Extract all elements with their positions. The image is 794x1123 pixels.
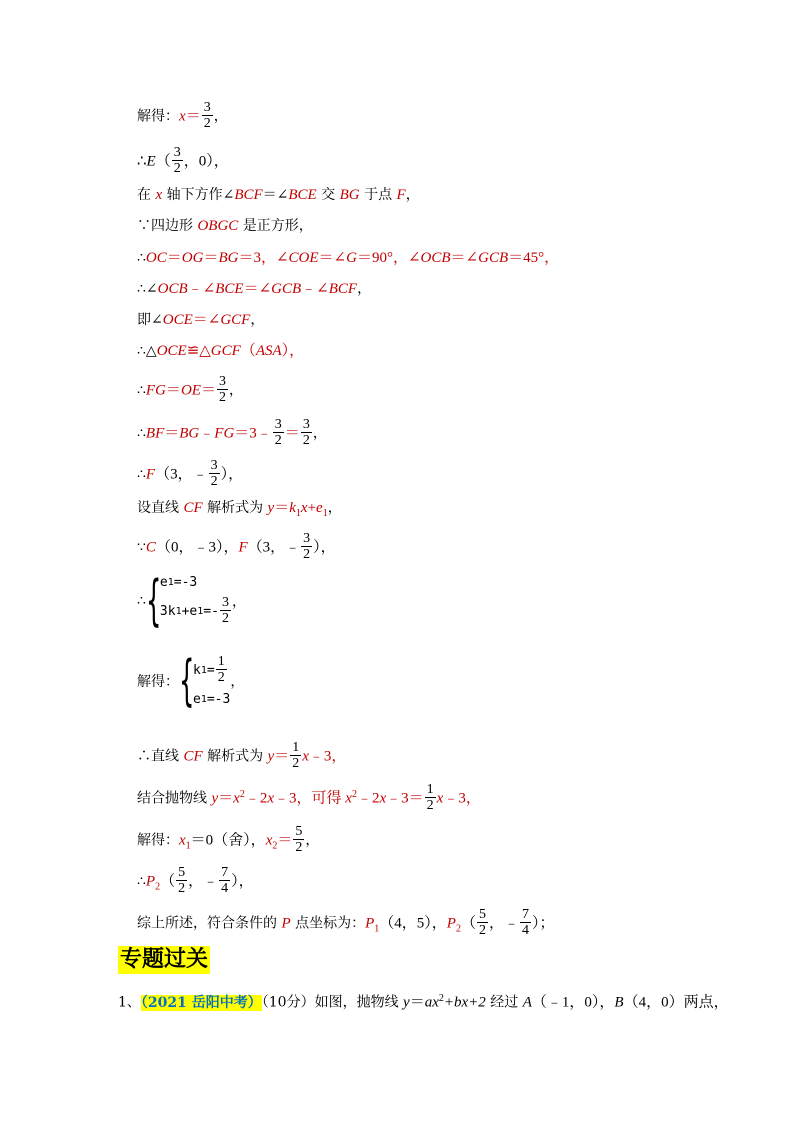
fraction: $\frac{5}{2}$ — [178, 865, 186, 896]
fraction: $\frac{7}{4}$ — [221, 865, 229, 896]
fraction: $\frac{1}{2}$ — [217, 654, 225, 685]
solution-line-10: ∴BF＝BG﹣FG＝3﹣ $\frac{3}{2}$ ＝ $\frac{3}{2}$ ， — [137, 417, 327, 448]
section-heading: 专题过关 — [120, 947, 209, 972]
fraction: $\frac{5}{2}$ — [295, 824, 303, 855]
solution-line-2: ∴E（ $\frac{3}{2}$ ，0）， — [137, 145, 229, 176]
fraction: $\frac{3}{2}$ — [218, 374, 226, 405]
fraction: $\frac{3}{2}$ — [173, 145, 181, 176]
fraction: $\frac{7}{4}$ — [521, 907, 529, 938]
solution-line-4: ∵四边形 OBGC 是正方形， — [137, 218, 313, 234]
solution-line-20: 综上所述，符合条件的 P 点坐标为：$P_1(4$，5），$P_2$（ $\frac{5}{2}$ ，﹣ $\frac{7}{4}$ ）； — [137, 907, 555, 938]
fraction: $\frac{3}{2}$ — [302, 417, 310, 448]
solution-line-16: ∴直线 CF 解析式为 y＝ $\frac{1}{2}$ x﹣3， — [137, 740, 347, 771]
fraction: $\frac{5}{2}$ — [478, 907, 486, 938]
brace-icon: { — [179, 649, 195, 712]
solution-line-17: 结合抛物线 $y=x^2﹣2x﹣3$，可得 $x^2﹣2x﹣3=$ $\frac{1}{2}$ x﹣3， — [137, 782, 481, 813]
fraction: $\frac{1}{2}$ — [426, 782, 434, 813]
solution-line-11: ∴F（3，﹣ $\frac{3}{2}$ ）， — [137, 458, 244, 489]
solution-line-5: ∴OC＝OG＝BG＝3，∠COE＝∠G＝90°，∠OCB＝∠GCB＝45°， — [137, 250, 560, 266]
solution-line-6: ∴∠OCB﹣∠BCE＝∠GCB﹣∠BCF， — [137, 281, 372, 297]
brace-icon: { — [145, 569, 162, 632]
fraction: $\frac{3}{2}$ — [221, 595, 229, 626]
fraction: $\frac{3}{2}$ — [303, 531, 311, 562]
source-tag: （2021 岳阳中考） — [140, 994, 262, 1011]
fraction: $\frac{3}{2}$ — [210, 458, 218, 489]
fraction: $\frac{3}{2}$ — [203, 100, 211, 131]
solution-line-14: ∴ { e 1 =-3 3k 1 +e 1 =- $\frac{3}{2}$ ， — [137, 569, 246, 632]
solution-line-7: 即∠OCE＝∠GCF， — [137, 312, 265, 328]
fraction: $\frac{1}{2}$ — [292, 740, 300, 771]
solution-line-1: 解得：x＝ $\frac{3}{2}$ ， — [137, 100, 228, 131]
question-1: 1、（2021 岳阳中考）（10分）如图，抛物线 $y=ax^2+bx+2$ 经过 A（﹣1，0），B（4，0）两点， — [118, 993, 729, 1011]
equation-system: { k 1 = $\frac{1}{2}$ e 1 =-3 — [179, 649, 231, 712]
solution-line-13: ∵C（0，﹣3），F（3，﹣ $\frac{3}{2}$ ）， — [137, 531, 336, 562]
solution-line-9: ∴FG＝OE＝ $\frac{3}{2}$ ， — [137, 374, 243, 405]
solution-line-12: 设直线 CF 解析式为 $y=k_1x+e_1$， — [137, 500, 342, 519]
solution-line-15: 解得： { k 1 = $\frac{1}{2}$ e 1 =-3 ， — [137, 649, 245, 712]
fraction: $\frac{3}{2}$ — [274, 417, 282, 448]
solution-line-19: $\therefore P_2$（ $\frac{5}{2}$ ，﹣ $\frac{7}{4}$ ）， — [137, 865, 254, 896]
solution-line-18: 解得：$x_1=0$（舍），$x_2=$ $\frac{5}{2}$ ， — [137, 824, 320, 855]
solution-line-8: ∴△OCE≌△GCF（ASA）， — [137, 343, 305, 359]
equation-system: { e 1 =-3 3k 1 +e 1 =- $\frac{3}{2}$ — [145, 569, 229, 632]
solution-line-3: 在 x 轴下方作∠BCF＝∠BCE 交 BG 于点 F， — [137, 187, 420, 203]
